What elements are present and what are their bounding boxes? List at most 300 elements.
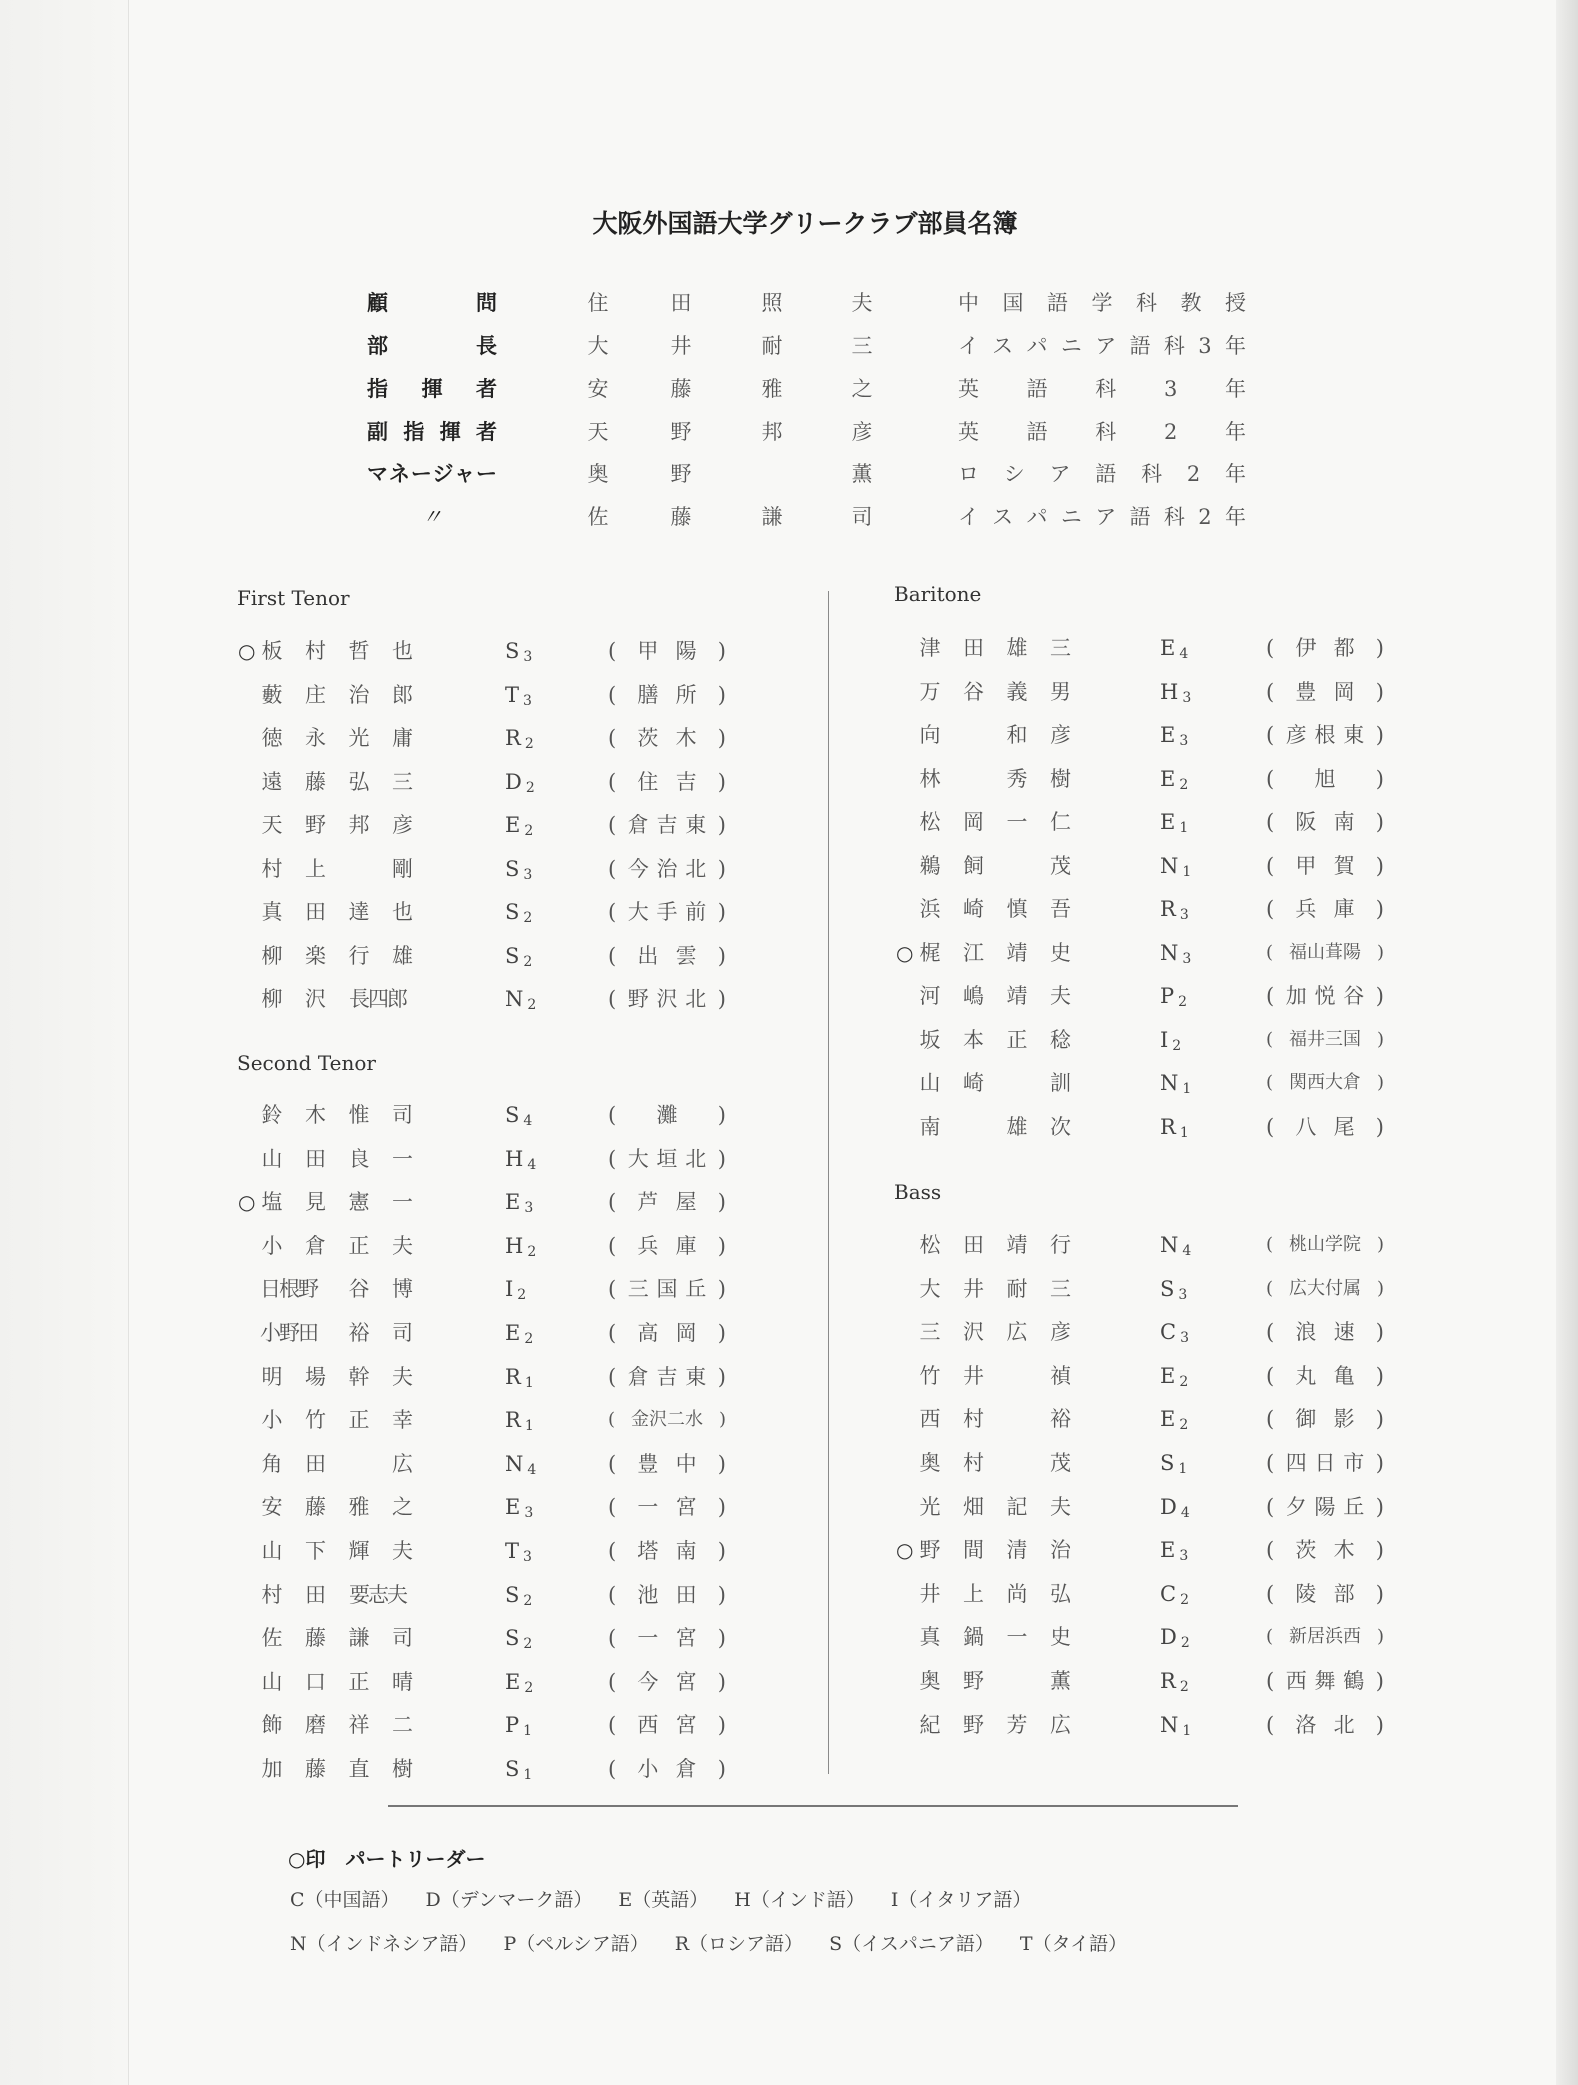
member-name-part: 藤	[305, 769, 326, 794]
member-row	[238, 1274, 738, 1304]
high-school	[1266, 981, 1384, 1011]
language-year-code	[505, 897, 532, 933]
language-code-letter: R	[1160, 897, 1176, 921]
school-name-part: 兵	[1295, 897, 1317, 921]
year-number: 1	[1182, 863, 1192, 880]
year-number: 2	[517, 1287, 527, 1304]
member-name-part: 田	[305, 900, 326, 924]
paren-open: (	[608, 639, 617, 663]
high-school	[1266, 894, 1384, 924]
member-row	[896, 1230, 1396, 1260]
member-name-part: 嶋	[963, 984, 984, 1008]
school-name-part: 北	[685, 987, 707, 1011]
member-name-part: 祥	[348, 1713, 370, 1738]
member-row	[896, 894, 1396, 924]
member-name-part: 治	[348, 682, 370, 707]
member-name-part: 井	[963, 1276, 984, 1301]
paren-close: )	[717, 1451, 726, 1476]
member-name-part: 三	[1050, 1276, 1071, 1301]
member-name-part: 要志夫	[349, 1582, 406, 1607]
member-name-part: 三	[392, 769, 413, 794]
paren-open: (	[1266, 1072, 1274, 1093]
member-name-part: 佐	[261, 1626, 283, 1651]
member-name-part: 山	[261, 1146, 283, 1171]
paren-open: (	[608, 1190, 617, 1215]
paren-close: )	[1376, 1028, 1384, 1050]
language-code-letter: E	[505, 1190, 521, 1215]
member-name-part: 幸	[392, 1408, 413, 1433]
officer-name-char: 藤	[670, 377, 692, 401]
paren-open: (	[1266, 1028, 1274, 1050]
school-name-part: 小	[637, 1757, 659, 1781]
school-name-part: 都	[1333, 636, 1355, 660]
high-school	[1266, 851, 1384, 881]
officer-name-char: 薫	[851, 462, 873, 486]
high-school	[1266, 1448, 1384, 1478]
member-name-part: 谷	[348, 1277, 370, 1302]
school-name-part: 影	[1333, 1407, 1355, 1432]
member-name-part: 博	[392, 1277, 413, 1302]
member-row	[238, 1667, 738, 1697]
language-code-letter: S	[1160, 1451, 1175, 1475]
member-row	[896, 1579, 1396, 1609]
high-school	[608, 1754, 726, 1784]
officer-name-char: 奥	[587, 462, 609, 486]
member-row	[238, 1362, 738, 1392]
member-name-part: 清	[1006, 1538, 1028, 1563]
paren-close: )	[717, 987, 726, 1011]
high-school	[608, 854, 726, 884]
paren-close: )	[717, 1626, 726, 1651]
paren-open: (	[608, 943, 617, 968]
member-name-part: 慎	[1006, 897, 1028, 921]
member-name-part: 安	[261, 1495, 283, 1520]
paren-close: )	[1375, 1669, 1384, 1693]
language-year-code	[1160, 1404, 1188, 1440]
officer-name-char: 雅	[761, 377, 783, 401]
paren-close: )	[1376, 1234, 1384, 1255]
year-number: 4	[1180, 1504, 1190, 1521]
member-name-part: 松	[919, 1233, 941, 1257]
member-row	[896, 938, 1396, 968]
member-name-part: 靖	[1006, 1233, 1028, 1257]
paren-open: (	[608, 1364, 617, 1389]
school-name-part: 賀	[1333, 853, 1355, 878]
member-name-part: 下	[305, 1539, 326, 1563]
member-name-part: 樹	[392, 1757, 413, 1781]
member-row	[896, 633, 1396, 663]
paren-close: )	[1375, 723, 1384, 747]
paren-open: (	[608, 987, 617, 1011]
paren-open: (	[1266, 1407, 1275, 1432]
member-name-part: 田	[305, 1146, 326, 1171]
member-name-part: 一	[392, 1146, 413, 1171]
member-name-part: 竹	[919, 1363, 941, 1388]
member-name-part: 一	[1006, 810, 1028, 834]
member-name-part: 田	[305, 1582, 326, 1607]
member-name-part: 鍋	[963, 1625, 984, 1650]
paren-open: (	[608, 1582, 617, 1607]
school-name-part: 国	[656, 1277, 678, 1302]
language-code-letter: R	[1160, 1114, 1176, 1139]
school-name-part: 加	[1285, 984, 1307, 1008]
member-row	[238, 1318, 738, 1348]
paren-open: (	[608, 813, 617, 837]
member-name-part: 禎	[1050, 1363, 1071, 1388]
language-year-code	[505, 1231, 536, 1267]
member-row	[896, 1274, 1396, 1304]
paren-close: )	[717, 1190, 726, 1215]
paren-close: )	[717, 1277, 726, 1302]
school-name-part: 灘	[656, 1103, 678, 1127]
high-school	[1266, 1666, 1384, 1696]
member-name-part: 津	[919, 636, 941, 660]
member-name-part: 裕	[348, 1321, 370, 1345]
member-name-part: 一	[1006, 1625, 1028, 1650]
paren-open: (	[1266, 897, 1275, 921]
language-code-letter: N	[505, 987, 524, 1011]
high-school	[608, 810, 726, 840]
school-name-part: 芦	[637, 1190, 659, 1215]
paren-open: (	[1266, 1277, 1274, 1299]
member-name-part: 浜	[919, 897, 941, 921]
school-name-part: 金沢二水	[631, 1409, 703, 1431]
officer-row	[0, 288, 1578, 318]
high-school	[1266, 1579, 1384, 1609]
member-name-part: 達	[348, 900, 370, 924]
member-row	[896, 1112, 1396, 1142]
member-name-part: 訓	[1050, 1071, 1071, 1095]
member-row	[896, 1068, 1396, 1098]
language-year-code	[505, 1362, 534, 1398]
language-year-code	[1160, 807, 1188, 843]
high-school	[1266, 677, 1384, 707]
member-name-part: 幹	[348, 1364, 370, 1389]
paren-close: )	[718, 1409, 726, 1431]
school-name-part: 一	[637, 1626, 659, 1651]
officer-name-char: 邦	[761, 420, 783, 444]
language-code-letter: H	[1160, 679, 1179, 704]
officer-department: 英語科3年	[958, 377, 1246, 401]
paren-open: (	[1266, 1494, 1275, 1519]
language-year-code	[1160, 1025, 1181, 1061]
member-name-part: 治	[1050, 1538, 1071, 1563]
school-name-part: 北	[685, 856, 707, 881]
school-name-part: 出	[637, 943, 659, 968]
school-name-part: 夕	[1285, 1494, 1307, 1519]
member-row	[896, 1025, 1396, 1055]
language-code-entry: P（ペルシア語）	[503, 1933, 649, 1955]
officer-role: 〃	[421, 505, 443, 529]
officer-row	[0, 459, 1578, 489]
school-name-part: 福山葺陽	[1289, 941, 1361, 963]
paren-open: (	[608, 1409, 616, 1431]
member-name-part: 庄	[305, 682, 326, 707]
member-name-part: 見	[305, 1190, 326, 1215]
year-number: 1	[1182, 1722, 1192, 1739]
footer-rule	[388, 1805, 1238, 1807]
school-name-part: 岡	[675, 1321, 697, 1345]
school-name-part: 関西大倉	[1289, 1072, 1361, 1093]
paren-close: )	[717, 856, 726, 881]
member-row	[238, 636, 738, 666]
school-name-part: 旭	[1314, 766, 1336, 791]
high-school	[1266, 1361, 1384, 1391]
paren-close: )	[1375, 1363, 1384, 1388]
high-school	[608, 1492, 726, 1522]
paren-open: (	[608, 1321, 617, 1345]
year-number: 3	[1182, 689, 1192, 706]
high-school	[608, 1405, 726, 1435]
member-name-part: 小野田	[260, 1321, 317, 1345]
language-year-code	[1160, 894, 1189, 930]
member-row	[238, 1492, 738, 1522]
high-school	[608, 1580, 726, 1610]
member-name-part: 万	[919, 679, 941, 704]
school-name-part: 甲	[1295, 853, 1317, 878]
paren-close: )	[1375, 1581, 1384, 1606]
school-name-part: 吉	[675, 769, 697, 794]
language-code-letter: E	[1160, 810, 1176, 834]
year-number: 1	[523, 1767, 533, 1783]
member-name-part: 藤	[305, 1495, 326, 1520]
member-name-part: 正	[348, 1408, 370, 1433]
officer-role: 副指揮者	[367, 420, 497, 444]
high-school	[1266, 807, 1384, 837]
language-year-code	[1160, 1274, 1187, 1310]
member-row	[238, 1231, 738, 1261]
paren-close: )	[1376, 941, 1384, 963]
high-school	[608, 1536, 726, 1566]
member-name-part: 田	[963, 1233, 984, 1257]
member-name-part: 雄	[1006, 636, 1028, 660]
language-code-entry: T（タイ語）	[1019, 1933, 1128, 1955]
officer-role: 部長	[367, 334, 497, 358]
member-name-part: 山	[261, 1539, 283, 1563]
paren-open: (	[1266, 723, 1275, 747]
member-name-part: 義	[1006, 679, 1028, 704]
part-leader-mark: ○	[238, 1190, 256, 1215]
school-name-part: 治	[656, 856, 678, 881]
part-leader-mark: ○	[896, 1538, 914, 1563]
member-name-part: 村	[963, 1451, 984, 1475]
member-name-part: 哲	[348, 639, 370, 663]
member-name-part: 山	[919, 1071, 941, 1095]
member-row	[238, 1144, 738, 1174]
high-school	[1266, 764, 1384, 794]
school-name-part: 丘	[685, 1277, 707, 1302]
school-name-part: 木	[675, 726, 697, 750]
officer-name-char: 住	[587, 291, 609, 315]
paren-close: )	[717, 1233, 726, 1258]
paren-close: )	[1375, 897, 1384, 921]
school-name-part: 一	[637, 1495, 659, 1520]
member-name-part: 井	[919, 1581, 941, 1606]
officer-name-char: 藤	[670, 505, 692, 529]
school-name-part: 根	[1314, 723, 1336, 747]
member-name-part: 奥	[919, 1669, 941, 1693]
member-row	[238, 1405, 738, 1435]
language-year-code	[505, 1144, 536, 1180]
member-row	[896, 1361, 1396, 1391]
language-code-letter: I	[505, 1277, 514, 1302]
member-name-part: 彦	[1050, 1320, 1071, 1345]
language-year-code	[1160, 720, 1188, 756]
language-code-letter: E	[1160, 1407, 1176, 1432]
language-year-code	[505, 1754, 532, 1790]
year-number: 2	[1172, 1037, 1182, 1054]
paren-close: )	[1376, 1277, 1384, 1299]
school-name-part: 茨	[637, 726, 659, 750]
member-name-part: 秀	[1006, 766, 1028, 791]
year-number: 1	[523, 1723, 533, 1740]
high-school	[1266, 1535, 1384, 1565]
member-name-part: 史	[1050, 1625, 1071, 1650]
member-name-part: 鈴	[261, 1103, 283, 1127]
member-row	[896, 1710, 1396, 1740]
language-year-code	[505, 810, 533, 846]
member-name-part: 夫	[392, 1539, 413, 1563]
member-name-part: 谷	[963, 679, 984, 704]
member-row	[238, 941, 738, 971]
school-name-part: 広大付属	[1289, 1277, 1361, 1299]
paren-close: )	[1375, 984, 1384, 1008]
school-name-part: 前	[685, 900, 707, 924]
language-code-entry: D（デンマーク語）	[425, 1889, 593, 1911]
high-school	[1266, 1274, 1384, 1304]
year-number: 2	[524, 1331, 534, 1347]
member-name-part: 雄	[1006, 1114, 1028, 1139]
school-name-part: 木	[1333, 1538, 1355, 1563]
year-number: 2	[527, 1243, 537, 1260]
officer-role: マネージャー	[367, 462, 497, 486]
year-number: 3	[523, 1549, 532, 1565]
school-name-part: 茨	[1295, 1538, 1317, 1563]
school-name-part: 舞	[1314, 1669, 1336, 1693]
high-school	[608, 897, 726, 927]
member-row	[896, 1535, 1396, 1565]
year-number: 3	[523, 866, 533, 883]
member-name-part: 郎	[392, 682, 413, 707]
officer-name-char: 野	[670, 420, 692, 444]
paren-open: (	[1266, 679, 1275, 704]
language-year-code	[1160, 1535, 1188, 1571]
language-code-entry: R（ロシア語）	[674, 1933, 804, 1955]
paren-open: (	[608, 682, 617, 707]
paren-close: )	[1376, 1072, 1384, 1093]
section-heading: Bass	[894, 1180, 942, 1204]
member-name-part: 光	[348, 726, 370, 750]
year-number: 4	[527, 1156, 537, 1173]
page-title: 大阪外国語大学グリークラブ部員名簿	[592, 209, 1018, 238]
language-code-entry: E（英語）	[618, 1889, 709, 1911]
leader-mark-legend: ○印 パートリーダー	[288, 1847, 486, 1871]
language-code-letter: R	[1160, 1669, 1176, 1693]
paren-open: (	[608, 1146, 617, 1171]
high-school	[608, 1274, 726, 1304]
school-name-part: 池	[637, 1582, 659, 1607]
member-row	[238, 1536, 738, 1566]
paren-close: )	[717, 1495, 726, 1520]
year-number: 3	[1180, 1330, 1189, 1347]
school-name-part: 膳	[637, 682, 659, 707]
paren-open: (	[1266, 1234, 1274, 1255]
member-row	[238, 984, 738, 1014]
officer-name-char: 野	[670, 462, 692, 486]
section-heading: Baritone	[894, 582, 982, 606]
paren-close: )	[717, 900, 726, 924]
member-name-part: 記	[1006, 1494, 1028, 1519]
member-name-part: 剛	[392, 856, 413, 881]
language-code-letter: C	[1160, 1581, 1177, 1606]
officer-name-char: 司	[851, 505, 873, 529]
member-name-part: 庸	[392, 726, 413, 750]
school-name-part: 洛	[1295, 1712, 1317, 1737]
member-name-part: 茂	[1050, 853, 1071, 878]
high-school	[1266, 1317, 1384, 1347]
member-name-part: 二	[392, 1713, 413, 1738]
member-name-part: 之	[392, 1495, 413, 1520]
member-name-part: 夫	[392, 1233, 413, 1258]
member-name-part: 野	[963, 1712, 984, 1737]
language-code-letter: S	[505, 1757, 520, 1781]
language-code-letter: S	[1160, 1276, 1175, 1301]
school-name-part: 岡	[1333, 679, 1355, 704]
school-name-part: 手	[656, 900, 678, 924]
paren-close: )	[717, 769, 726, 794]
high-school	[1266, 1710, 1384, 1740]
member-name-part: 磨	[305, 1713, 326, 1738]
member-row	[238, 810, 738, 840]
language-code-letter: E	[505, 1321, 521, 1345]
school-name-part: 福井三国	[1289, 1028, 1361, 1050]
member-name-part: 角	[261, 1451, 283, 1476]
year-number: 2	[523, 953, 533, 970]
high-school	[608, 1318, 726, 1348]
member-name-part: 謙	[348, 1626, 370, 1651]
school-name-part: 伊	[1295, 636, 1317, 660]
language-year-code	[1160, 1710, 1191, 1746]
language-year-code	[505, 1274, 526, 1310]
school-name-part: 豊	[637, 1451, 659, 1476]
paren-open: (	[608, 1757, 617, 1781]
section-heading: First Tenor	[237, 586, 350, 610]
officer-row	[0, 374, 1578, 404]
year-number: 1	[524, 1374, 534, 1391]
language-code-letter: P	[1160, 984, 1175, 1008]
year-number: 2	[523, 910, 533, 926]
member-name-part: 正	[348, 1233, 370, 1258]
paren-open: (	[608, 769, 617, 794]
member-row	[896, 764, 1396, 794]
year-number: 2	[523, 1592, 533, 1609]
school-name-part: 沢	[656, 987, 678, 1011]
language-code-letter: R	[505, 726, 521, 750]
paren-open: (	[1266, 1114, 1275, 1139]
school-name-part: 垣	[656, 1146, 678, 1171]
member-name-part: 林	[919, 766, 941, 791]
member-name-part: 日根野	[260, 1277, 317, 1302]
paren-open: (	[1266, 984, 1275, 1008]
language-year-code	[505, 1449, 536, 1485]
member-name-part: 大	[919, 1276, 941, 1301]
member-name-part: 村	[963, 1407, 984, 1432]
year-number: 4	[527, 1461, 537, 1478]
school-name-part: 庫	[675, 1233, 697, 1258]
school-name-part: 彦	[1285, 723, 1307, 747]
school-name-part: 東	[685, 1364, 707, 1389]
paren-open: (	[1266, 1669, 1275, 1693]
